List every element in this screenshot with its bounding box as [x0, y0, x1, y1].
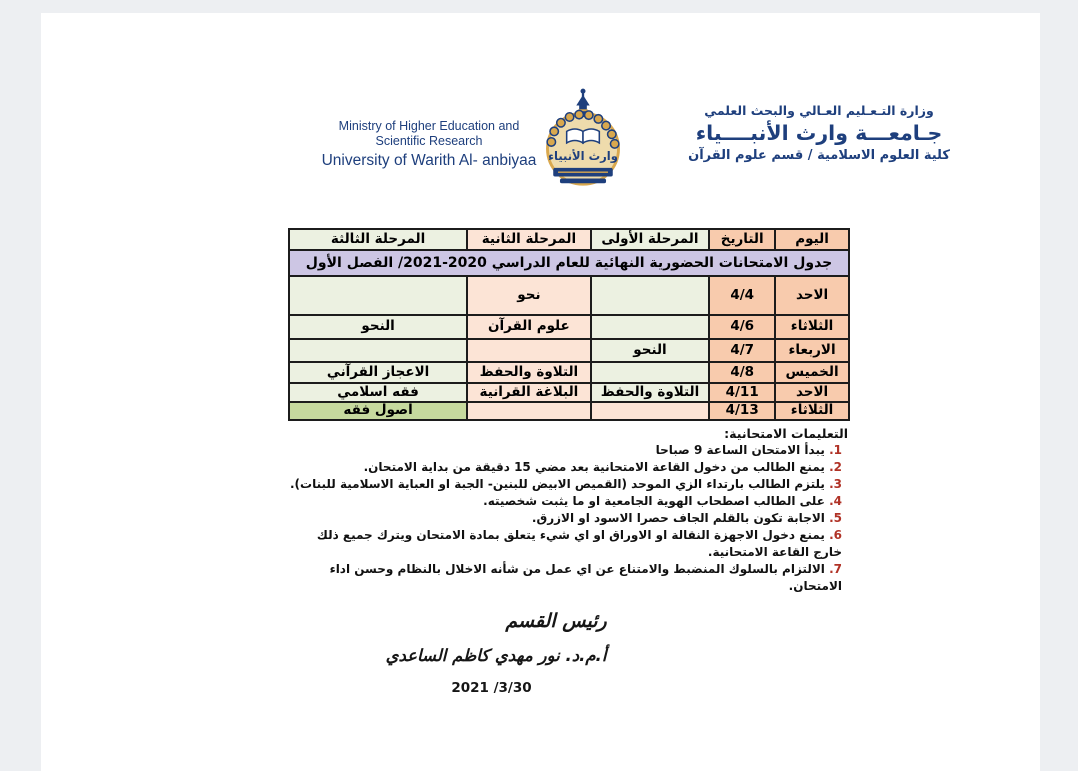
stage2-cell: نحو [467, 276, 591, 315]
instruction-number: 5. [829, 511, 842, 525]
instruction-number: 2. [829, 460, 842, 474]
stage1-cell: التلاوة والحفظ [591, 383, 710, 402]
day-cell: الاحد [775, 383, 849, 402]
signature-title: رئيس القسم [505, 610, 607, 632]
stage3-cell [289, 339, 467, 362]
schedule-row [289, 362, 849, 383]
schedule-row [289, 315, 849, 339]
arabic-line3: كلية العلوم الاسلامية / قسم علوم القرآن [688, 148, 950, 163]
instruction-number: 1. [829, 443, 842, 457]
exam-schedule-table [288, 228, 850, 421]
day-cell: الثلاثاء [775, 315, 849, 339]
column-header-3: المرحلة الثانية [467, 229, 591, 250]
instruction-item [290, 561, 848, 595]
stage1-cell [591, 315, 710, 339]
stage2-cell: علوم القرآن [467, 315, 591, 339]
instruction-number: 4. [829, 494, 842, 508]
date-cell: 4/13 [709, 402, 775, 420]
schedule-row [289, 276, 849, 315]
instruction-number: 7. [829, 562, 842, 576]
schedule-row [289, 402, 849, 420]
instructions-list [290, 442, 848, 595]
instruction-text: يمنع دخول الاجهزة النقالة او الاوراق او اي شيء يتعلق بمادة الامتحان ويترك جميع ذلك خارج القاعة الامتحانية. [316, 528, 842, 559]
column-header-4: المرحلة الثالثة [289, 229, 467, 250]
instruction-item [290, 476, 848, 493]
ministry-name-arabic [679, 103, 959, 164]
schedule-row [289, 339, 849, 362]
instruction-item [290, 510, 848, 527]
university-logo-icon [535, 87, 631, 195]
arabic-line1: وزارة التـعـليم العـالي والبحث العلمي [704, 103, 934, 118]
stage2-cell [467, 402, 591, 420]
instruction-number: 6. [829, 528, 842, 542]
day-cell: الخميس [775, 362, 849, 383]
date-cell: 4/4 [709, 276, 775, 315]
instruction-item [290, 527, 848, 561]
english-line1: Ministry of Higher Education and [338, 119, 520, 133]
instruction-text: يمنع الطالب من دخول القاعة الامتحانية بعد مضي 15 دقيقة من بداية الامتحان. [363, 460, 825, 474]
stage3-cell: فقه اسلامي [289, 383, 467, 402]
date-cell: 4/8 [709, 362, 775, 383]
day-cell: الاحد [775, 276, 849, 315]
column-header-0: اليوم [775, 229, 849, 250]
instruction-item [290, 493, 848, 510]
instruction-text: الالتزام بالسلوك المنضبط والامتناع عن اي عمل من شأنه الاخلال بالنظام وحسن اداء الامتحان. [329, 562, 842, 593]
signature-name: أ.م.د. نور مهدي كاظم الساعدي [385, 646, 607, 665]
canvas-left-band [0, 13, 41, 771]
stage1-cell [591, 362, 710, 383]
stage2-cell: التلاوة والحفظ [467, 362, 591, 383]
document-page [41, 13, 1040, 771]
arabic-line2: جـامعـــة وارث الأنبــــياء [695, 121, 943, 145]
instruction-text: الاجابة تكون بالقلم الجاف حصرا الاسود او الازرق. [531, 511, 825, 525]
column-header-2: المرحلة الأولى [591, 229, 710, 250]
stage2-cell [467, 339, 591, 362]
stage3-cell: اصول فقه [289, 402, 467, 420]
logo-calligraphy-text: وارث الأنبياء [548, 149, 618, 164]
english-line3: University of Warith Al- anbiyaa [321, 152, 537, 169]
date-cell: 4/7 [709, 339, 775, 362]
stage2-cell: البلاغة القرانية [467, 383, 591, 402]
stage1-cell [591, 402, 710, 420]
english-line2: Scientific Research [375, 134, 483, 148]
signature-date: 2021 /3/30 [451, 680, 532, 696]
instruction-text: على الطالب اصطحاب الهوية الجامعية او ما يثبت شخصيته. [483, 494, 825, 508]
stage1-cell: النحو [591, 339, 710, 362]
stage3-cell [289, 276, 467, 315]
day-cell: الثلاثاء [775, 402, 849, 420]
ministry-name-english [309, 119, 549, 170]
canvas-right-band [1040, 13, 1078, 771]
date-cell: 4/11 [709, 383, 775, 402]
instruction-item [290, 459, 848, 476]
instruction-text: يلتزم الطالب بارتداء الزي الموحد (القميص الابيض للبنين- الجبة او العباية الاسلامية للبنات). [289, 477, 825, 491]
exam-schedule [288, 228, 850, 421]
column-header-1: التاريخ [709, 229, 775, 250]
instruction-item [290, 442, 848, 459]
table-title: جدول الامتحانات الحضورية النهائية للعام الدراسي 2020-2021/ الفصل الأول [289, 250, 849, 276]
instructions-heading: التعليمات الامتحانية: [724, 426, 848, 441]
canvas-top-band [0, 0, 1078, 13]
stage3-cell: الاعجاز القرآني [289, 362, 467, 383]
schedule-row [289, 383, 849, 402]
stage3-cell: النحو [289, 315, 467, 339]
instruction-number: 3. [829, 477, 842, 491]
instruction-text: يبدأ الامتحان الساعة 9 صباحا [655, 443, 825, 457]
date-cell: 4/6 [709, 315, 775, 339]
stage1-cell [591, 276, 710, 315]
exam-instructions [290, 425, 848, 595]
day-cell: الاربعاء [775, 339, 849, 362]
